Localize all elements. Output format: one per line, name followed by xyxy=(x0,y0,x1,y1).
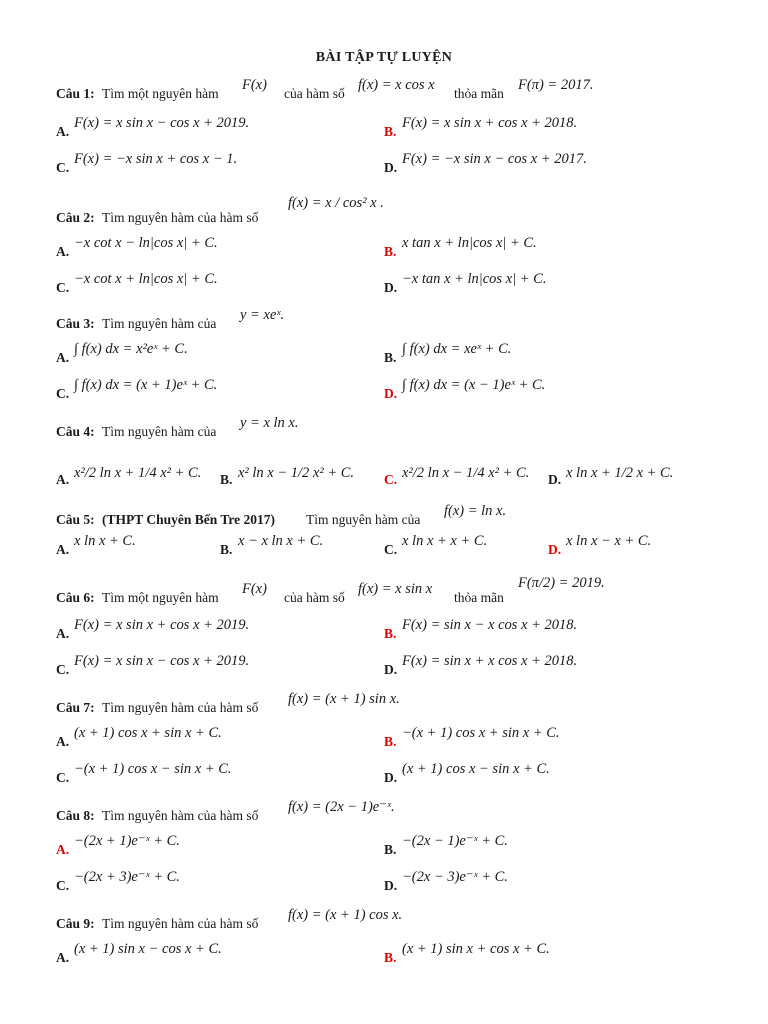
question-label: Câu 4: xyxy=(56,424,95,439)
math-expression: f(x) = ln x. xyxy=(444,503,507,519)
question-text: Tìm một nguyên hàm xyxy=(102,590,219,605)
question-label: Câu 8: xyxy=(56,808,95,823)
option-letter: B. xyxy=(220,472,233,487)
option-expression: F(x) = −x sin x + cos x − 1. xyxy=(74,151,238,167)
option-expression: F(x) = x sin x − cos x + 2019. xyxy=(74,115,250,131)
math-expression: f(x) = x cos x xyxy=(358,77,435,93)
math-expression: f(x) = (x + 1) sin x. xyxy=(288,691,400,707)
option-letter: D. xyxy=(384,662,398,677)
option-expression: F(x) = sin x + x cos x + 2018. xyxy=(402,653,578,669)
question-text: Tìm nguyên hàm của xyxy=(306,512,421,527)
option-letter: C. xyxy=(56,280,70,295)
option-letter: D. xyxy=(548,472,562,487)
option-expression: −x tan x + ln|cos x| + C. xyxy=(402,271,547,287)
option-expression: x²/2 ln x + 1/4 x² + C. xyxy=(74,465,202,481)
option-expression: −(x + 1) cos x − sin x + C. xyxy=(74,761,232,777)
option-letter: D. xyxy=(548,542,562,557)
option-letter: A. xyxy=(56,124,70,139)
option-letter: B. xyxy=(384,734,397,749)
math-expression: F(x) xyxy=(242,77,267,93)
option-letter: A. xyxy=(56,734,70,749)
option-expression: −(x + 1) cos x + sin x + C. xyxy=(402,725,560,741)
option-letter: B. xyxy=(220,542,233,557)
option-expression: x ln x + 1/2 x + C. xyxy=(566,465,674,481)
option-letter: B. xyxy=(384,842,397,857)
option-expression: −(2x + 3)e⁻ˣ + C. xyxy=(74,869,180,885)
option-expression: −(2x − 1)e⁻ˣ + C. xyxy=(402,833,508,849)
option-expression: ∫ f(x) dx = xeˣ + C. xyxy=(402,341,512,357)
math-expression: f(x) = (x + 1) cos x. xyxy=(288,907,403,923)
math-expression: f(x) = x / cos² x . xyxy=(288,195,384,211)
page-title: BÀI TẬP TỰ LUYỆN xyxy=(315,50,453,65)
question-label: Câu 5: xyxy=(56,512,95,527)
question-text: Tìm nguyên hàm của xyxy=(102,424,217,439)
option-expression: −(2x − 3)e⁻ˣ + C. xyxy=(402,869,508,885)
question-text: của hàm số xyxy=(284,86,345,101)
option-letter: B. xyxy=(384,350,397,365)
option-expression: x ln x + C. xyxy=(74,533,136,549)
question-label: Câu 6: xyxy=(56,590,95,605)
option-expression: −(2x + 1)e⁻ˣ + C. xyxy=(74,833,180,849)
option-letter: C. xyxy=(384,542,398,557)
option-expression: ∫ f(x) dx = (x + 1)eˣ + C. xyxy=(74,377,218,393)
option-expression: (x + 1) cos x − sin x + C. xyxy=(402,761,550,777)
option-letter: C. xyxy=(56,160,70,175)
question-9 xyxy=(56,902,736,936)
question-3 xyxy=(56,302,736,336)
question-text: của hàm số xyxy=(284,590,345,605)
math-expression: f(x) = (2x − 1)e⁻ˣ. xyxy=(288,799,395,815)
question-label: Câu 7: xyxy=(56,700,95,715)
option-letter: A. xyxy=(56,626,70,641)
option-letter: A. xyxy=(56,472,70,487)
math-expression: F(π/2) = 2019. xyxy=(518,575,605,591)
option-letter: B. xyxy=(384,950,397,965)
option-expression: ∫ f(x) dx = (x − 1)eˣ + C. xyxy=(402,377,546,393)
option-expression: (x + 1) cos x + sin x + C. xyxy=(74,725,222,741)
option-expression: x²/2 ln x − 1/4 x² + C. xyxy=(402,465,530,481)
question-label: Câu 9: xyxy=(56,916,95,931)
option-letter: B. xyxy=(384,244,397,259)
math-expression: F(x) xyxy=(242,581,267,597)
option-letter: C. xyxy=(56,386,70,401)
question-text: Tìm nguyên hàm của xyxy=(102,316,217,331)
option-letter: D. xyxy=(384,160,398,175)
option-letter: A. xyxy=(56,244,70,259)
option-expression: ∫ f(x) dx = x²eˣ + C. xyxy=(74,341,188,357)
option-expression: F(x) = −x sin x − cos x + 2017. xyxy=(402,151,587,167)
question-5 xyxy=(56,498,736,532)
option-expression: (x + 1) sin x − cos x + C. xyxy=(74,941,222,957)
question-8 xyxy=(56,794,736,828)
option-expression: −x cot x + ln|cos x| + C. xyxy=(74,271,218,287)
question-label: Câu 2: xyxy=(56,210,95,225)
option-letter: D. xyxy=(384,280,398,295)
question-1 xyxy=(56,72,736,106)
option-expression: x ln x + x + C. xyxy=(402,533,488,549)
option-expression: −x cot x − ln|cos x| + C. xyxy=(74,235,218,251)
option-expression: F(x) = sin x − x cos x + 2018. xyxy=(402,617,578,633)
math-expression: F(π) = 2017. xyxy=(518,77,594,93)
option-letter: C. xyxy=(56,878,70,893)
math-expression: y = xeˣ. xyxy=(240,307,285,323)
question-label: Câu 1: xyxy=(56,86,95,101)
option-letter: A. xyxy=(56,950,70,965)
question-label: Câu 3: xyxy=(56,316,95,331)
question-text: Tìm một nguyên hàm xyxy=(102,86,219,101)
option-expression: x − x ln x + C. xyxy=(238,533,324,549)
option-letter: D. xyxy=(384,770,398,785)
math-expression: f(x) = x sin x xyxy=(358,581,433,597)
option-letter: A. xyxy=(56,542,70,557)
option-letter: C. xyxy=(56,770,70,785)
question-2 xyxy=(56,196,736,230)
option-letter: D. xyxy=(384,386,398,401)
option-letter: A. xyxy=(56,842,70,857)
option-letter: C. xyxy=(56,662,70,677)
question-text: thỏa mãn xyxy=(454,590,504,605)
question-6 xyxy=(56,576,736,610)
option-expression: F(x) = x sin x + cos x + 2019. xyxy=(74,617,250,633)
question-text: Tìm nguyên hàm của hàm số xyxy=(102,808,259,823)
option-letter: C. xyxy=(384,472,398,487)
question-text: thỏa mãn xyxy=(454,86,504,101)
option-expression: F(x) = x sin x + cos x + 2018. xyxy=(402,115,578,131)
question-4 xyxy=(56,410,736,444)
math-expression: y = x ln x. xyxy=(240,415,299,431)
question-7 xyxy=(56,686,736,720)
question-source: (THPT Chuyên Bến Tre 2017) xyxy=(102,512,276,527)
option-letter: B. xyxy=(384,124,397,139)
option-letter: A. xyxy=(56,350,70,365)
question-text: Tìm nguyên hàm của hàm số xyxy=(102,916,259,931)
option-letter: D. xyxy=(384,878,398,893)
option-expression: x ln x − x + C. xyxy=(566,533,652,549)
option-expression: (x + 1) sin x + cos x + C. xyxy=(402,941,550,957)
option-expression: F(x) = x sin x − cos x + 2019. xyxy=(74,653,250,669)
option-expression: x² ln x − 1/2 x² + C. xyxy=(238,465,355,481)
question-text: Tìm nguyên hàm của hàm số xyxy=(102,700,259,715)
question-text: Tìm nguyên hàm của hàm số xyxy=(102,210,259,225)
option-letter: B. xyxy=(384,626,397,641)
option-expression: x tan x + ln|cos x| + C. xyxy=(402,235,537,251)
